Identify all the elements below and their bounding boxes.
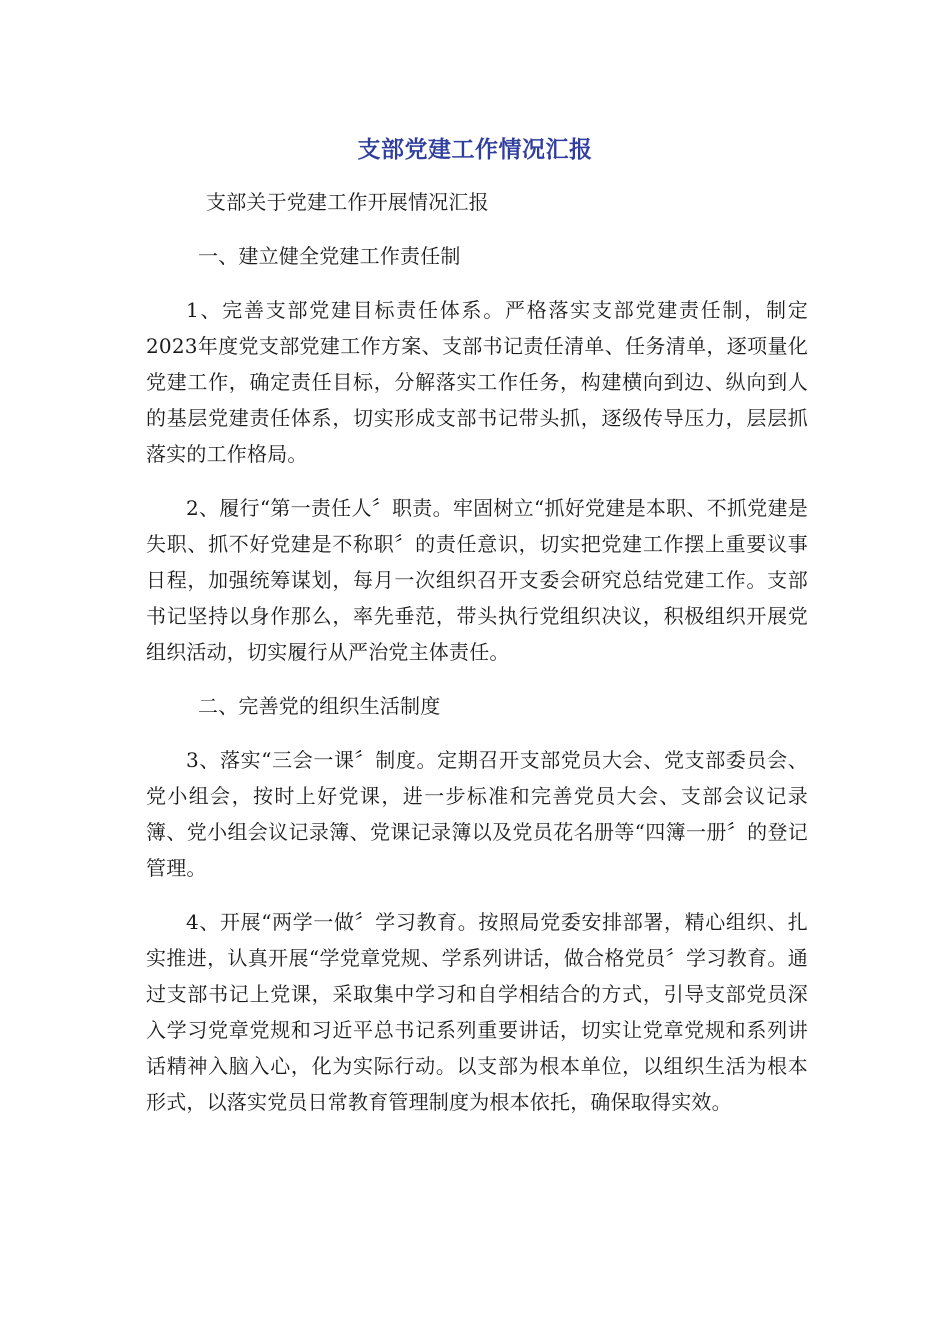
paragraph-3: 3、落实“三会一课〞制度。定期召开支部党员大会、党支部委员会、党小组会，按时上好党课，进一步标准和完善党员大会、支部会议记录簿、党小组会议记录簿、党课记录簿以及党员花名册等“四簿一册〞的登记管理。 xyxy=(146,748,808,880)
section-heading-2: 二、完善党的组织生活制度 xyxy=(198,694,441,718)
document-body xyxy=(146,184,808,1138)
paragraph-1: 1、完善支部党建目标责任体系。严格落实支部党建责任制，制定2023年度党支部党建工作方案、支部书记责任清单、任务清单，逐项量化党建工作，确定责任目标，分解落实工作任务，构建横向到边、纵向到人的基层党建责任体系，切实形成支部书记带头抓，逐级传导压力，层层抓落实的工作格局。 xyxy=(146,298,808,466)
document-title: 支部党建工作情况汇报 xyxy=(357,137,593,163)
paragraph-4: 4、开展“两学一做〞学习教育。按照局党委安排部署，精心组织、扎实推进，认真开展“学党章党规、学系列讲话，做合格党员〞学习教育。通过支部书记上党课，采取集中学习和自学相结合的方式，引导支部党员深入学习党章党规和习近平总书记系列重要讲话，切实让党章党规和系列讲话精神入脑入心，化为实际行动。以支部为根本单位，以组织生活为根本形式，以落实党员日常教育管理制度为根本依托，确保取得实效。 xyxy=(146,910,808,1114)
section-heading-1: 一、建立健全党建工作责任制 xyxy=(198,244,461,268)
paragraph-2: 2、履行“第一责任人〞职责。牢固树立“抓好党建是本职、不抓党建是失职、抓不好党建是不称职〞的责任意识，切实把党建工作摆上重要议事日程，加强统筹谋划，每月一次组织召开支委会研究总结党建工作。支部书记坚持以身作那么，率先垂范，带头执行党组织决议，积极组织开展党组织活动，切实履行从严治党主体责任。 xyxy=(146,496,808,664)
document-subtitle: 支部关于党建工作开展情况汇报 xyxy=(206,190,489,214)
